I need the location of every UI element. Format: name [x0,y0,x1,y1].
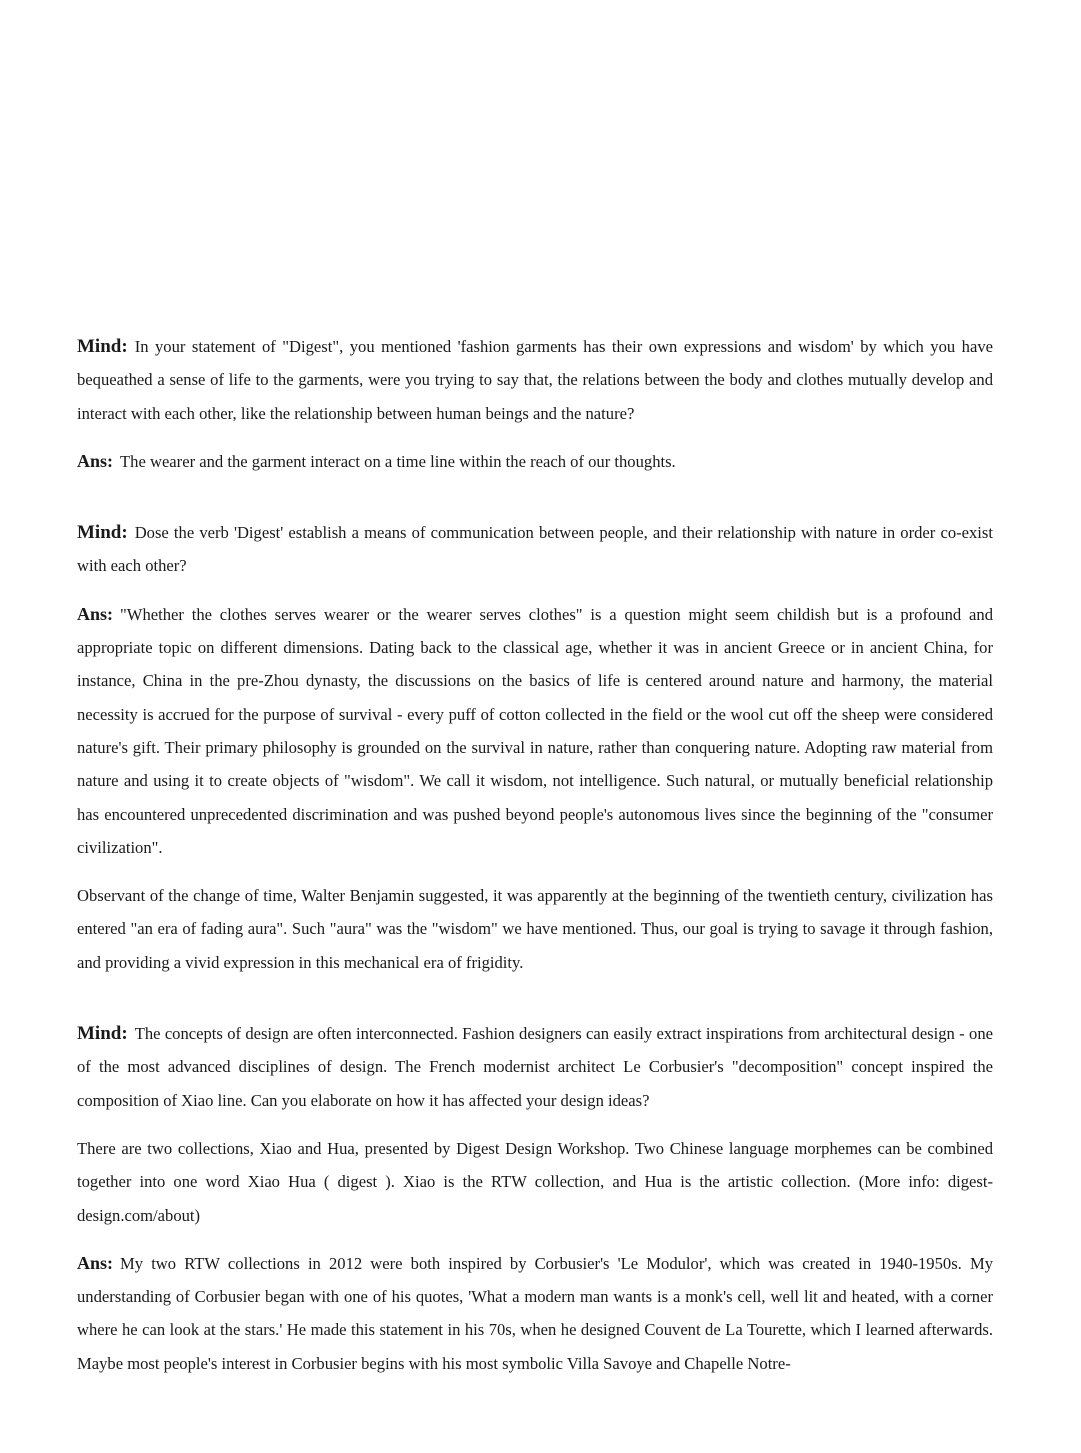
answer-3-text: My two RTW collections in 2012 were both inspired by Corbusier's 'Le Modulor', which was created in 1940-1950s. My understanding of Corbusier began with one of his quotes, 'What a modern man wants is a monk's cell, well lit and heated, with a corner where he can look at the stars.' He made this statement in his 70s, when he designed Couvent de La Tourette, which I learned afterwards. Maybe most people's interest in Corbusier begins with his most symbolic Villa Savoye and Chapelle Notre- [77,1253,993,1373]
answer-3 [77,1247,993,1380]
answer-1-text: The wearer and the garment interact on a time line within the reach of our thoughts. [120,451,676,471]
question-3-text: The concepts of design are often interconnected. Fashion designers can easily extract inspirations from architectural design - one of the most advanced disciplines of design. The French modernist architect Le Corbusier's "decomposition" concept inspired the composition of Xiao line. Can you elaborate on how it has affected your design ideas? [77,1024,993,1110]
question-1 [77,330,993,430]
mind-label: Mind: [77,522,128,544]
answer-2-text: "Whether the clothes serves wearer or the wearer serves clothes" is a question might seem childish but is a profound and appropriate topic on different dimensions. Dating back to the classical age, whether it was in ancient Greece or in ancient China, for instance, China in the pre-Zhou dynasty, the discussions on the basics of life is centered around nature and harmony, the material necessity is accrued for the purpose of survival - every puff of cotton collected in the field or the wool cut off the sheep were considered nature's gift. Their primary philosophy is grounded on the survival in nature, rather than conquering nature. Adopting raw material from nature and using it to create objects of "wisdom". We call it wisdom, not intelligence. Such natural, or mutually beneficial relationship has encountered unprecedented discrimination and was pushed beyond people's autonomous lives since the beginning of the "consumer civilization". [77,604,993,857]
question-2 [77,516,993,583]
mind-label: Mind: [77,336,128,357]
question-3 [77,1017,993,1117]
answer-1 [77,445,993,478]
mind-label: Mind: [77,1023,128,1045]
question-1-text: In your statement of "Digest", you mentioned 'fashion garments has their own expressions and wisdom' by which you have bequeathed a sense of life to the garments, were you trying to say that, the relations between the body and clothes mutually develop and interact with each other, like the relationship between human beings and the nature? [77,337,993,423]
question-2-text: Dose the verb 'Digest' establish a means of communication between people, and their relationship with nature in order co-exist with each other? [77,523,993,576]
ans-label: Ans: [77,1252,114,1273]
ans-label: Ans: [77,603,114,624]
collections-note: There are two collections, Xiao and Hua, presented by Digest Design Workshop. Two Chinese language morphemes can be combined together into one word Xiao Hua ( digest ). Xiao is the RTW collection, and Hua is the artistic collection. (More info: digest-design.com/about) [77,1138,993,1225]
ans-label: Ans: [77,450,114,471]
answer-2-continued: Observant of the change of time, Walter Benjamin suggested, it was apparently at the beginning of the twentieth century, civilization has entered "an era of fading aura". Such "aura" was the "wisdom" we have mentioned. Thus, our goal is trying to savage it through fashion, and providing a vivid expression in this mechanical era of frigidity. [77,886,993,972]
interview-article [77,330,993,1380]
answer-2 [77,598,993,864]
